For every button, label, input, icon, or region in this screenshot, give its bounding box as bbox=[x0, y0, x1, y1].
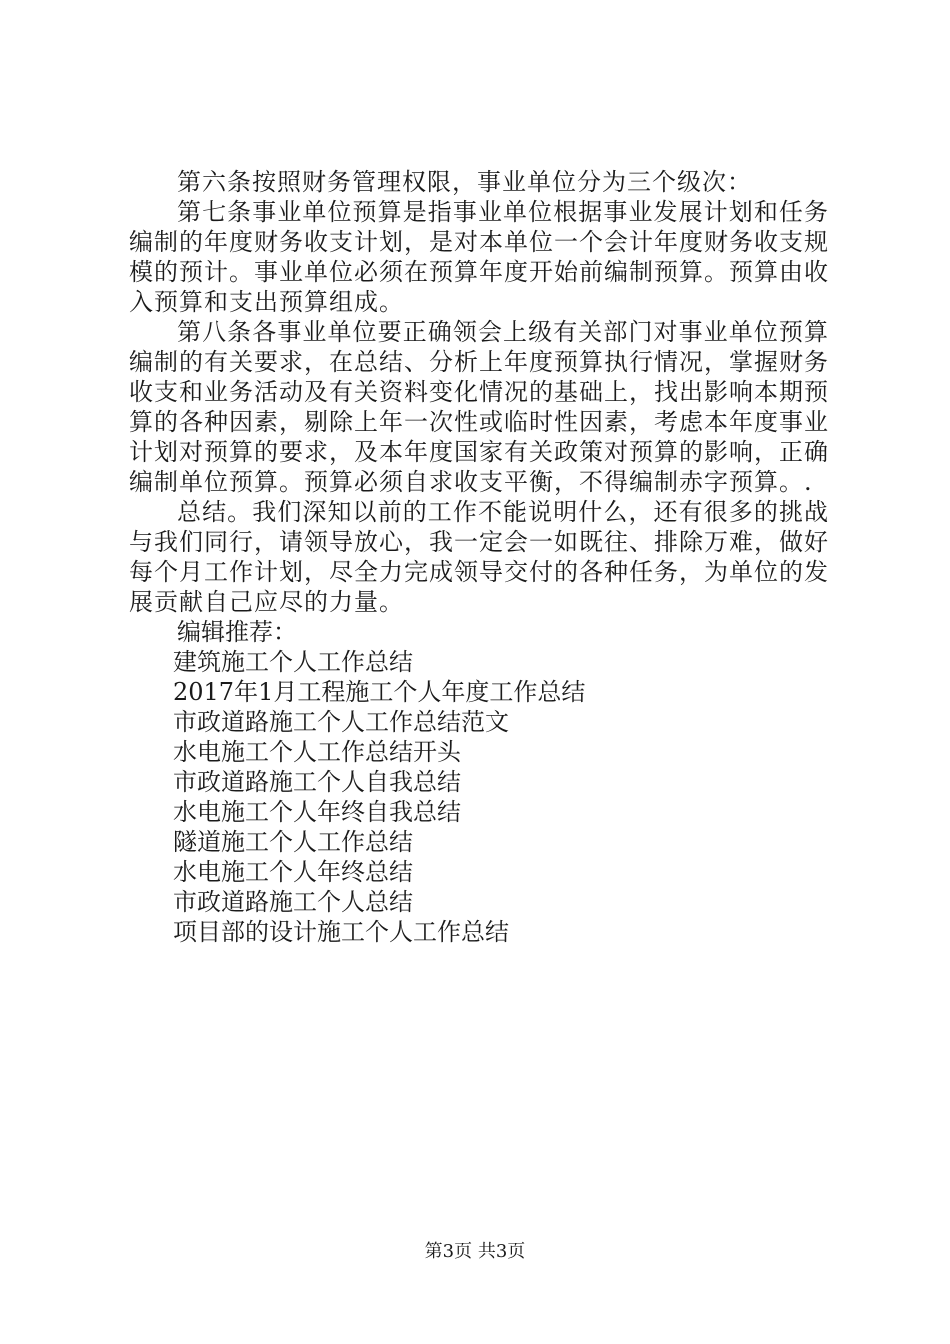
recommend-link[interactable]: 市政道路施工个人自我总结 bbox=[173, 768, 461, 796]
recommend-link[interactable]: 水电施工个人年终自我总结 bbox=[173, 798, 461, 826]
recommend-list bbox=[129, 647, 829, 947]
paragraph-summary: 总结。我们深知以前的工作不能说明什么，还有很多的挑战与我们同行，请领导放心，我一定会一如既往、排除万难，做好每个月工作计划，尽全力完成领导交付的各种任务，为单位的发展贡献自己应尽的力量。 bbox=[129, 498, 829, 616]
recommend-link[interactable]: 建筑施工个人工作总结 bbox=[173, 648, 413, 676]
recommend-link[interactable]: 2017年1月工程施工个人年度工作总结 bbox=[173, 678, 586, 706]
recommend-link[interactable]: 水电施工个人年终总结 bbox=[173, 858, 413, 886]
recommend-label: 编辑推荐： bbox=[177, 618, 297, 646]
paragraph-article-8: 第八条各事业单位要正确领会上级有关部门对事业单位预算编制的有关要求，在总结、分析上年度预算执行情况，掌握财务收支和业务活动及有关资料变化情况的基础上，找出影响本期预算的各种因素，剔除上年一次性或临时性因素，考虑本年度事业计划对预算的要求，及本年度国家有关政策对预算的影响，正确编制单位预算。预算必须自求收支平衡，不得编制赤字预算。. bbox=[129, 318, 829, 496]
recommend-link[interactable]: 隧道施工个人工作总结 bbox=[173, 828, 413, 856]
paragraph-article-6: 第六条按照财务管理权限，事业单位分为三个级次： bbox=[177, 168, 752, 196]
page-number-footer: 第3页 共3页 bbox=[424, 1241, 526, 1262]
document-body bbox=[129, 167, 829, 947]
paragraph-article-7: 第七条事业单位预算是指事业单位根据事业发展计划和任务编制的年度财务收支计划，是对本单位一个会计年度财务收支规模的预计。事业单位必须在预算年度开始前编制预算。预算由收入预算和支出预算组成。 bbox=[129, 198, 829, 316]
recommend-link[interactable]: 市政道路施工个人总结 bbox=[173, 888, 413, 916]
recommend-link[interactable]: 水电施工个人工作总结开头 bbox=[173, 738, 461, 766]
recommend-link[interactable]: 项目部的设计施工个人工作总结 bbox=[173, 918, 509, 946]
recommend-link[interactable]: 市政道路施工个人工作总结范文 bbox=[173, 708, 509, 736]
